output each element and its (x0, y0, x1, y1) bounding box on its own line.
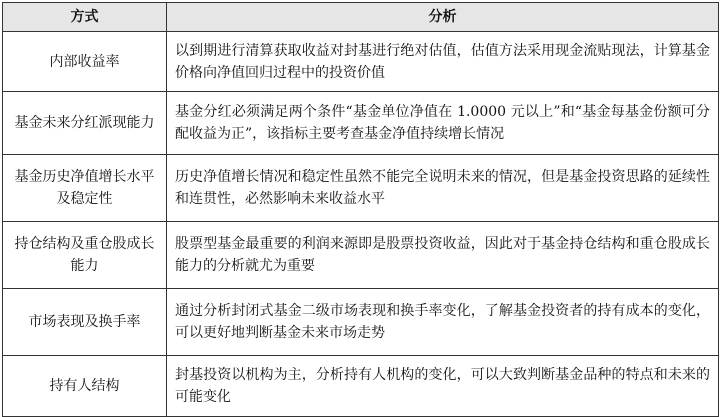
fund-analysis-table (2, 2, 719, 417)
analysis-cell: 封基投资以机构为主，分析持有人机构的变化，可以大致判断基金品种的特点和未来的可能变化 (167, 356, 719, 417)
table-row (3, 155, 719, 222)
method-cell: 基金历史净值增长水平及稳定性 (3, 155, 167, 222)
table-header-row (3, 3, 719, 32)
method-cell: 基金未来分红派现能力 (3, 92, 167, 155)
table-row (3, 222, 719, 289)
header-analysis: 分析 (167, 3, 719, 32)
analysis-cell: 基金分红必须满足两个条件“基金单位净值在 1.0000 元以上”和“基金每基金份额可分配收益为正”，该指标主要考查基金净值持续增长情况 (167, 92, 719, 155)
header-method: 方式 (3, 3, 167, 32)
analysis-cell: 以到期进行清算获取收益对封基进行绝对估值，估值方法采用现金流贴现法，计算基金价格向净值回归过程中的投资价值 (167, 32, 719, 92)
table-row (3, 92, 719, 155)
table-row (3, 289, 719, 356)
method-cell: 持仓结构及重仓股成长能力 (3, 222, 167, 289)
analysis-table-container (2, 2, 718, 417)
method-cell: 持有人结构 (3, 356, 167, 417)
method-cell: 市场表现及换手率 (3, 289, 167, 356)
table-row (3, 356, 719, 417)
analysis-cell: 历史净值增长情况和稳定性虽然不能完全说明未来的情况，但是基金投资思路的延续性和连贯性，必然影响未来收益水平 (167, 155, 719, 222)
analysis-cell: 通过分析封闭式基金二级市场表现和换手率变化，了解基金投资者的持有成本的变化，可以更好地判断基金未来市场走势 (167, 289, 719, 356)
table-row (3, 32, 719, 92)
method-cell: 内部收益率 (3, 32, 167, 92)
analysis-cell: 股票型基金最重要的利润来源即是股票投资收益，因此对于基金持仓结构和重仓股成长能力的分析就尤为重要 (167, 222, 719, 289)
